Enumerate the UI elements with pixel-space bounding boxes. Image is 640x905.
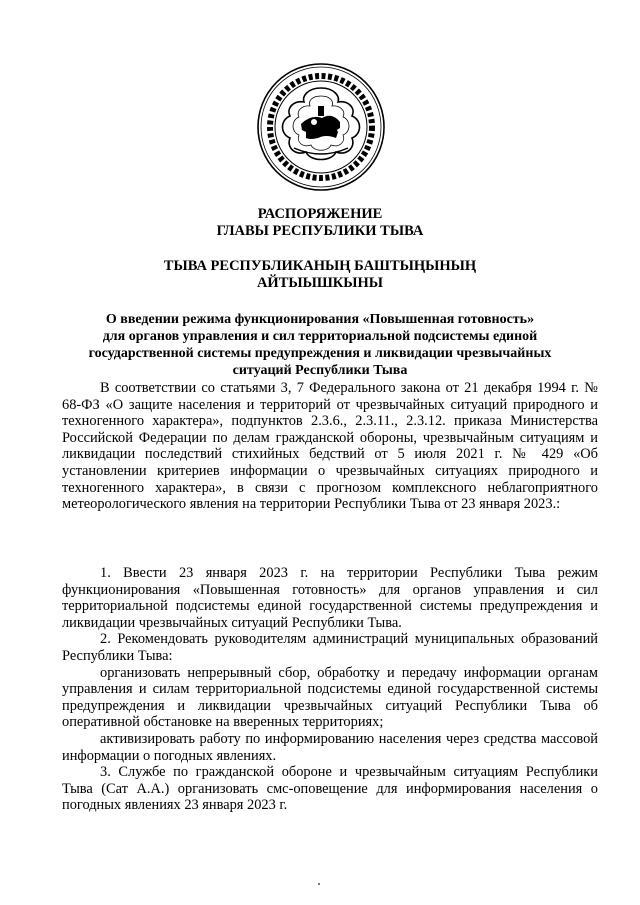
page-mark — [318, 883, 320, 885]
intro-paragraph-block — [62, 380, 598, 513]
coat-of-arms-emblem — [256, 62, 386, 192]
intro-paragraph: В соответствии со статьями 3, 7 Федерального закона от 21 декабря 1994 г. № 68-ФЗ «О защите населения и территорий от чрезвычайных ситуаций природного и техногенного характера», подпунктов 2.3.6., 2.3.11., 2.3.12. приказа Министерства Российской Федерации по делам гражданской обороны, чрезвычайным ситуациям и ликвидации последствий стихийных бедствий от 5 июля 2021 г. № 429 «Об установлении критериев информации о чрезвычайных ситуациях природного и техногенного характера», в связи с прогнозом комплексного неблагоприятного метеорологического явления на территории Республики Тыва от 23 января 2023.: — [62, 380, 598, 513]
subject-line: государственной системы предупреждения и ликвидации чрезвычайных — [88, 346, 552, 361]
document-title — [100, 206, 540, 240]
title-line: АЙТЫЫШКЫНЫ — [256, 275, 384, 291]
order-item-2-sub-2: активизировать работу по информированию населения через средства массовой информации о погодных явлениях. — [62, 730, 598, 764]
document-subject — [70, 311, 570, 379]
order-item-1: 1. Ввести 23 января 2023 г. на территории Республики Тыва режим функционирования «Повышенная готовность» для органов управления и сил территориальной подсистемы единой государственной системы предупреждения и ликвидации чрезвычайных ситуаций Республики Тыва. — [62, 565, 598, 631]
title-line: ГЛАВЫ РЕСПУБЛИКИ ТЫВА — [216, 223, 424, 239]
document-title-tuvan — [100, 258, 540, 292]
subject-line: О введении режима функционирования «Повышенная готовность» — [105, 312, 535, 327]
title-line: РАСПОРЯЖЕНИЕ — [257, 206, 383, 222]
subject-line: для органов управления и сил территориальной подсистемы единой — [102, 329, 538, 344]
subject-line: ситуаций Республики Тыва — [232, 363, 408, 378]
order-items — [62, 565, 598, 814]
order-item-2: 2. Рекомендовать руководителям администраций муниципальных образований Республики Тыва: — [62, 631, 598, 664]
title-line: ТЫВА РЕСПУБЛИКАНЫҢ БАШТЫҢЫНЫҢ — [163, 258, 477, 274]
order-item-2-sub-1: организовать непрерывный сбор, обработку и передачу информации органам управления и силам территориальной подсистемы единой государственной системы предупреждения и ликвидации чрезвычайных ситуаций Республики Тыва об оперативной обстановке на вверенных территориях; — [62, 664, 598, 731]
order-item-3: 3. Службе по гражданской обороне и чрезвычайным ситуациям Республики Тыва (Сат А.А.) организовать смс-оповещение для информирования населения о погодных явлениях 23 января 2023 г. — [62, 764, 598, 814]
